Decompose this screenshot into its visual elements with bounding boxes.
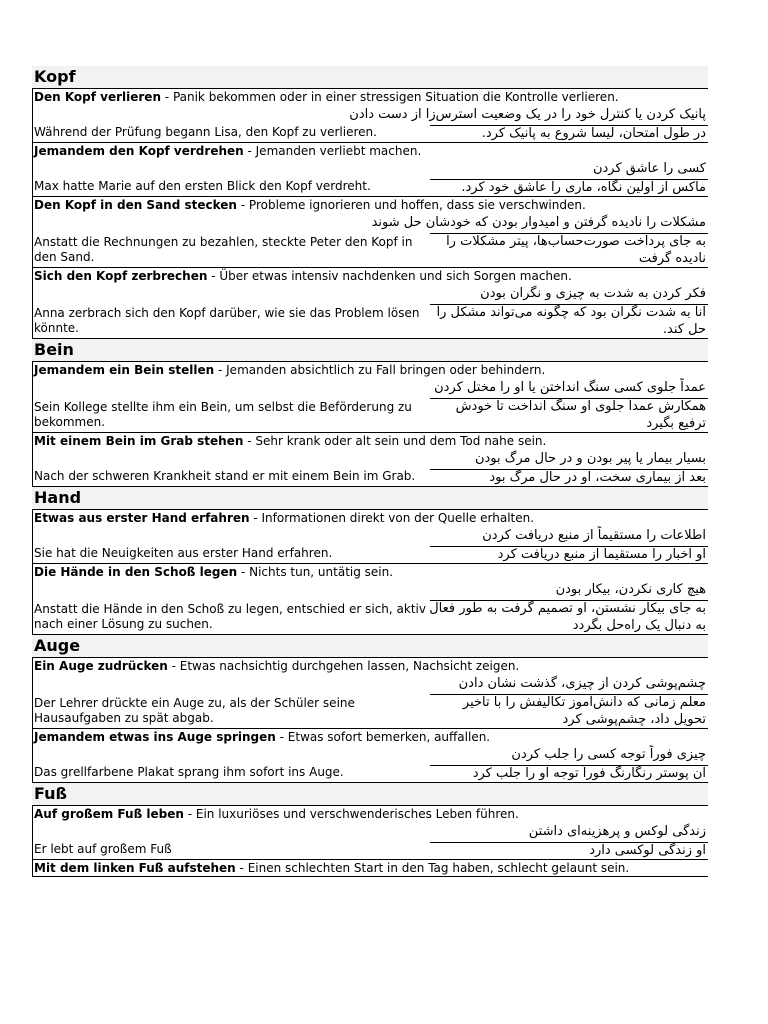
idiom-definition-line: [33, 268, 708, 284]
idiom-meaning: - Jemanden verliebt machen.: [243, 144, 422, 158]
idiom-sheet: [32, 66, 708, 877]
section-fuß: [32, 783, 708, 877]
german-example: Der Lehrer drückte ein Auge zu, als der Schüler seine Hausaufgaben zu spät abgab.: [34, 696, 355, 725]
persian-meaning: زندگی لوکس و پرهزینه‌ای داشتن: [528, 824, 706, 839]
section-bein: [32, 339, 708, 487]
section-header: Hand: [32, 487, 708, 510]
idiom-phrase: Jemandem etwas ins Auge springen: [34, 730, 276, 744]
idiom-definition-line: [33, 510, 708, 526]
example-row: [33, 304, 708, 338]
idiom-meaning: - Sehr krank oder alt sein und dem Tod nahe sein.: [243, 434, 547, 448]
idiom-entry: [32, 658, 708, 729]
idiom-definition-line: [33, 143, 708, 159]
idiom-meaning: - Etwas sofort bemerken, auffallen.: [275, 730, 491, 744]
idiom-meaning: - Über etwas intensiv nachdenken und sich Sorgen machen.: [207, 269, 572, 283]
idiom-entry: [32, 806, 708, 860]
idiom-entry: [32, 143, 708, 197]
idiom-phrase: Den Kopf in den Sand stecken: [34, 198, 237, 212]
persian-example: به جای بیکار نشستن، او تصمیم گرفت به طور فعال به دنبال یک راه‌حل بگردد: [429, 601, 706, 633]
idiom-phrase: Den Kopf verlieren: [34, 90, 161, 104]
idiom-meaning: - Jemanden absichtlich zu Fall bringen oder behindern.: [214, 363, 546, 377]
example-row: [33, 765, 708, 782]
german-example: Nach der schweren Krankheit stand er mit einem Bein im Grab.: [34, 469, 416, 483]
german-example: Während der Prüfung begann Lisa, den Kopf zu verlieren.: [34, 125, 377, 139]
idiom-phrase: Sich den Kopf zerbrechen: [34, 269, 208, 283]
persian-meaning: بسیار بیمار یا پیر بودن و در حال مرگ بودن: [474, 451, 706, 466]
idiom-entry: [32, 197, 708, 268]
idiom-phrase: Mit dem linken Fuß aufstehen: [34, 861, 236, 875]
idiom-meaning: - Etwas nachsichtig durchgehen lassen, Nachsicht zeigen.: [167, 659, 520, 673]
german-example: Anstatt die Hände in den Schoß zu legen, entschied er sich, aktiv nach einer Lösung zu suchen.: [34, 602, 426, 631]
german-example: Anna zerbrach sich den Kopf darüber, wie sie das Problem lösen könnte.: [34, 306, 420, 335]
idiom-phrase: Ein Auge zudrücken: [34, 659, 168, 673]
example-row: [33, 694, 708, 728]
persian-meaning: هیچ کاری نکردن، بیکار بودن: [555, 582, 706, 597]
persian-example: آن پوستر رنگارنگ فوراً توجه او را جلب کرد: [472, 766, 706, 781]
persian-example: به جای پرداخت صورت‌حساب‌ها، پیتر مشکلات را نادیده گرفت: [446, 234, 706, 266]
idiom-phrase: Die Hände in den Schoß legen: [34, 565, 238, 579]
persian-example: معلم زمانی که دانش‌آموز تکالیفش را با تأخیر تحویل داد، چشم‌پوشی کرد: [462, 695, 706, 727]
german-example: Sie hat die Neuigkeiten aus erster Hand erfahren.: [34, 546, 333, 560]
idiom-phrase: Jemandem ein Bein stellen: [34, 363, 215, 377]
section-hand: [32, 487, 708, 635]
idiom-entry: [32, 268, 708, 339]
idiom-entry: [32, 860, 708, 877]
german-example: Sein Kollege stellte ihm ein Bein, um selbst die Beförderung zu bekommen.: [34, 400, 412, 429]
idiom-phrase: Etwas aus erster Hand erfahren: [34, 511, 250, 525]
persian-meaning: کسی را عاشق کردن: [592, 161, 706, 176]
persian-meaning: عمداً جلوی کسی سنگ انداختن یا او را مختل کردن: [434, 380, 706, 395]
persian-example: همکارش عمداً جلوی او سنگ انداخت تا خودش ترفیع بگیرد: [455, 399, 706, 431]
idiom-meaning: - Einen schlechten Start in den Tag haben, schlecht gelaunt sein.: [235, 861, 630, 875]
example-row: [33, 546, 708, 563]
example-row: [33, 842, 708, 859]
idiom-entry: [32, 510, 708, 564]
example-row: [33, 469, 708, 486]
persian-example: در طول امتحان، لیسا شروع به پانیک کرد.: [481, 126, 706, 141]
idiom-definition-line: [33, 860, 708, 876]
persian-meaning: چشم‌پوشی کردن از چیزی، گذشت نشان دادن: [458, 676, 706, 691]
idiom-definition-line: [33, 658, 708, 674]
persian-example: ماکس از اولین نگاه، ماری را عاشق خود کرد.: [461, 180, 706, 195]
idiom-meaning: - Probleme ignorieren und hoffen, dass sie verschwinden.: [236, 198, 586, 212]
idiom-entry: [32, 433, 708, 487]
example-row: [33, 600, 708, 634]
idiom-definition-line: [33, 362, 708, 378]
section-kopf: [32, 66, 708, 339]
section-header: Kopf: [32, 66, 708, 89]
idiom-meaning: - Informationen direkt von der Quelle erhalten.: [249, 511, 535, 525]
section-header: Fuß: [32, 783, 708, 806]
example-row: [33, 398, 708, 432]
persian-meaning: فکر کردن به شدت به چیزی و نگران بودن: [480, 286, 706, 301]
idiom-definition-line: [33, 729, 708, 745]
idiom-definition-line: [33, 806, 708, 822]
section-header: Auge: [32, 635, 708, 658]
persian-example: بعد از بیماری سخت، او در حال مرگ بود: [489, 470, 706, 485]
persian-example: او زندگی لوکسی دارد: [589, 843, 706, 858]
idiom-phrase: Auf großem Fuß leben: [34, 807, 184, 821]
section-auge: [32, 635, 708, 783]
section-header: Bein: [32, 339, 708, 362]
idiom-definition-line: [33, 564, 708, 580]
idiom-meaning: - Panik bekommen oder in einer stressigen Situation die Kontrolle verlieren.: [160, 90, 619, 104]
idiom-definition-line: [33, 433, 708, 449]
persian-meaning: مشکلات را نادیده گرفتن و امیدوار بودن که خودشان حل شوند: [371, 215, 706, 230]
idiom-meaning: - Ein luxuriöses und verschwenderisches Leben führen.: [183, 807, 519, 821]
idiom-entry: [32, 729, 708, 783]
idiom-definition-line: [33, 197, 708, 213]
german-example: Max hatte Marie auf den ersten Blick den Kopf verdreht.: [34, 179, 371, 193]
persian-meaning: چیزی فوراً توجه کسی را جلب کردن: [511, 747, 706, 762]
persian-example: آنا به شدت نگران بود که چگونه می‌تواند مشکل را حل کند.: [436, 305, 706, 337]
example-row: [33, 233, 708, 267]
example-row: [33, 179, 708, 196]
german-example: Er lebt auf großem Fuß: [34, 842, 172, 856]
german-example: Anstatt die Rechnungen zu bezahlen, steckte Peter den Kopf in den Sand.: [34, 235, 413, 264]
idiom-entry: [32, 89, 708, 143]
persian-meaning: پانیک کردن یا کنترل خود را در یک وضعیت استرس‌زا از دست دادن: [349, 107, 706, 122]
persian-example: او اخبار را مستقیماً از منبع دریافت کرد: [497, 547, 706, 562]
idiom-definition-line: [33, 89, 708, 105]
idiom-meaning: - Nichts tun, untätig sein.: [237, 565, 394, 579]
idiom-phrase: Mit einem Bein im Grab stehen: [34, 434, 244, 448]
idiom-entry: [32, 362, 708, 433]
persian-meaning: اطلاعات را مستقیماً از منبع دریافت کردن: [482, 528, 706, 543]
german-example: Das grellfarbene Plakat sprang ihm sofort ins Auge.: [34, 765, 344, 779]
idiom-phrase: Jemandem den Kopf verdrehen: [34, 144, 244, 158]
idiom-entry: [32, 564, 708, 635]
example-row: [33, 125, 708, 142]
